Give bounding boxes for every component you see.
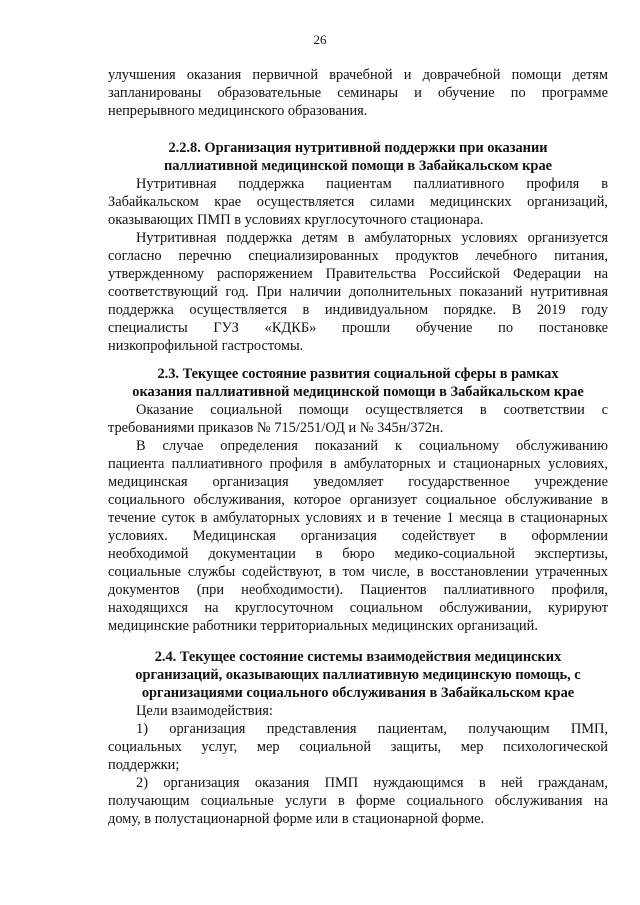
text-line: В случае определения показаний к социальному обслуживанию [136,438,608,454]
goals-label: Цели взаимодействия: [136,703,273,719]
list-item-line: поддержки; [108,757,180,773]
text-line: специалисты ГУЗ «КДКБ» прошли обучение по постановке [108,320,608,336]
text-line: низкопрофильной гастростомы. [108,338,304,354]
heading-line: 2.3. Текущее состояние развития социальной сферы в рамках [157,366,559,382]
section-2-2-8 [108,139,608,355]
text-line: находящихся на круглосуточном социальном обслуживании, курируют [108,600,608,616]
text-line: непрерывного медицинского образования. [108,103,368,119]
page-number: 26 [313,32,327,47]
text-line: Забайкальском крае осуществляется силами медицинских организаций, [108,194,608,210]
section-heading [108,648,608,702]
section-heading [108,139,608,175]
text-line: оказывающих ПМП в условиях круглосуточного стационара. [108,212,484,228]
list-item-line: социальных услуг, мер социальной защиты, мер психологической [108,739,608,755]
list-item-line: 1) организация представления пациентам, получающим ПМП, [136,721,608,737]
intro-paragraph [108,66,608,120]
text-line: социального обслуживания, которое организует социальное обслуживание в [108,492,608,508]
text-line: поддержка осуществляется в индивидуальном порядке. В 2019 году [108,302,608,318]
text-line: утвержденному распоряжением Правительства Российской Федерации на [108,266,608,282]
text-line: требованиями приказов № 715/251/ОД и № 345н/372н. [108,420,444,436]
text-line: Нутритивная поддержка пациентам паллиативного профиля в [136,176,608,192]
list-item-line: дому, в полустационарной форме или в стационарной форме. [108,811,485,827]
text-line: соответствующий год. При наличии дополнительных показаний нутритивная [108,284,608,300]
list-item-line: 2) организация оказания ПМП нуждающимся в ней гражданам, [136,775,608,791]
heading-line: 2.4. Текущее состояние системы взаимодействия медицинских [154,649,562,665]
text-line: течение суток в амбулаторных условиях и в течение 1 месяца в стационарных [108,510,608,526]
heading-line: паллиативной медицинской помощи в Забайкальском крае [163,158,553,174]
text-line: необходимой документации в бюро медико-социальной экспертизы, [108,546,608,562]
text-line: улучшения оказания первичной врачебной и доврачебной помощи детям [108,67,608,83]
text-line: медицинская организация уведомляет государственное учреждение [108,474,608,490]
text-line: Нутритивная поддержка детям в амбулаторных условиях организуется [136,230,608,246]
text-line: документов (при необходимости). Пациентов паллиативного профиля, [108,582,608,598]
text-line: социальные службы содействуют, в том числе, в восстановлении утраченных [108,564,608,580]
text-line: условиях. Медицинская организация содействует в оформлении [108,528,608,544]
heading-line: 2.2.8. Организация нутритивной поддержки при оказании [168,140,548,156]
section-heading [108,365,608,401]
text-line: Оказание социальной помощи осуществляется в соответствии с [136,402,608,418]
section-2-4 [108,648,608,828]
text-line: запланированы образовательные семинары и обучение по программе [108,85,608,101]
text-line: медицинские работники территориальных медицинских организаций. [108,618,538,634]
heading-line: оказания паллиативной медицинской помощи в Забайкальском крае [132,384,584,400]
text-line: согласно перечню специализированных продуктов лечебного питания, [108,248,608,264]
heading-line: организаций, оказывающих паллиативную медицинскую помощь, с [135,667,581,683]
section-2-3 [108,365,608,635]
list-item-line: получающим социальные услуги в форме социального обслуживания на [108,793,608,809]
text-line: пациента паллиативного профиля в амбулаторных и стационарных условиях, [108,456,608,472]
heading-line: организациями социального обслуживания в Забайкальском крае [141,685,575,701]
